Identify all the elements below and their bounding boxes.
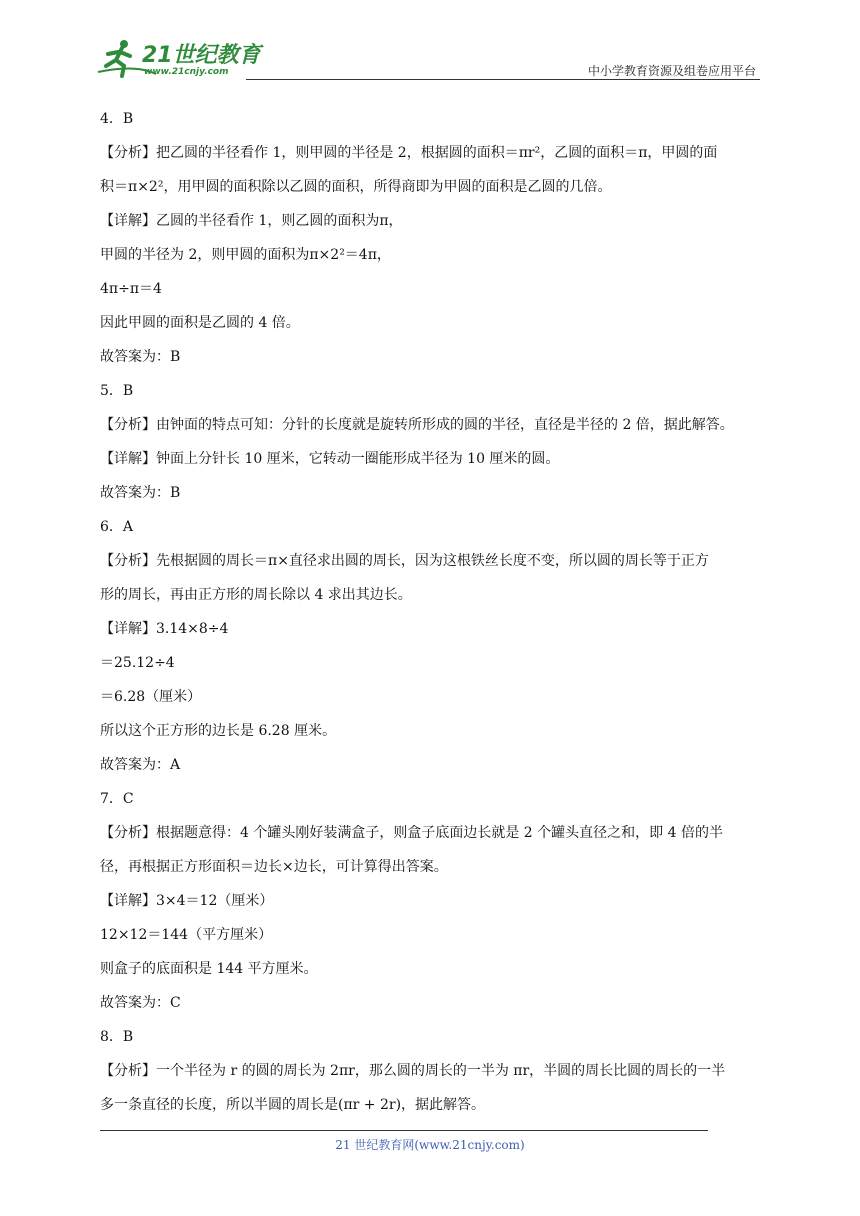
- detail-line: 【详解】钟面上分针长 10 厘米，它转动一圈能形成半径为 10 厘米的圆。: [100, 451, 560, 467]
- analysis-line: 多一条直径的长度，所以半圆的周长是(πr + 2r)，据此解答。: [100, 1097, 486, 1113]
- analysis-line: 积＝π×2²，用甲圆的面积除以乙圆的面积，所得商即为甲圆的面积是乙圆的几倍。: [100, 179, 612, 195]
- analysis-line: 【分析】先根据圆的周长＝π×直径求出圆的周长，因为这根铁丝长度不变，所以圆的周长等于正方: [100, 553, 709, 569]
- detail-line: ＝6.28（厘米）: [100, 689, 202, 705]
- analysis-line: 【分析】根据题意得：4 个罐头刚好装满盒子，则盒子底面边长就是 2 个罐头直径之和，即 4 倍的半: [100, 825, 723, 841]
- logo-url: www.21cnjy.com: [144, 67, 229, 77]
- answer-number: 5．B: [100, 383, 134, 399]
- analysis-line: 形的周长，再由正方形的周长除以 4 求出其边长。: [100, 587, 412, 603]
- footer-text: 21 世纪教育网(www.21cnjy.com): [335, 1138, 525, 1152]
- detail-line: ＝25.12÷4: [100, 655, 175, 671]
- detail-line: 甲圆的半径为 2，则甲圆的面积为π×2²＝4π，: [100, 247, 391, 263]
- detail-line: 12×12＝144（平方厘米）: [100, 927, 273, 943]
- answer-number: 4．B: [100, 111, 134, 127]
- answer-number: 6．A: [100, 519, 134, 535]
- header-platform-text: 中小学教育资源及组卷应用平台: [587, 64, 756, 78]
- logo-21cnjy: [96, 36, 266, 78]
- analysis-line: 径，再根据正方形面积＝边长×边长，可计算得出答案。: [100, 859, 448, 875]
- analysis-line: 【分析】由钟面的特点可知：分针的长度就是旋转所形成的圆的半径，直径是半径的 2 倍，据此解答。: [100, 417, 734, 433]
- answer-number: 8．B: [100, 1029, 134, 1045]
- final-answer: 故答案为：B: [100, 349, 181, 365]
- analysis-line: 【分析】把乙圆的半径看作 1，则甲圆的半径是 2，根据圆的面积＝πr²，乙圆的面积＝π，甲圆的面: [100, 145, 718, 161]
- analysis-line: 【分析】一个半径为 r 的圆的周长为 2πr，那么圆的周长的一半为 πr，半圆的周长比圆的周长的一半: [100, 1063, 726, 1079]
- detail-line: 【详解】乙圆的半径看作 1，则乙圆的面积为π，: [100, 213, 403, 229]
- detail-line: 则盒子的底面积是 144 平方厘米。: [100, 961, 318, 977]
- detail-line: 4π÷π＝4: [100, 281, 162, 297]
- detail-line: 因此甲圆的面积是乙圆的 4 倍。: [100, 315, 300, 331]
- final-answer: 故答案为：B: [100, 485, 181, 501]
- answer-number: 7．C: [100, 791, 134, 807]
- logo-text: 21世纪教育: [142, 43, 261, 68]
- header-divider: [246, 79, 760, 80]
- final-answer: 故答案为：C: [100, 995, 181, 1011]
- detail-line: 所以这个正方形的边长是 6.28 厘米。: [100, 723, 337, 739]
- footer-divider: [100, 1130, 708, 1131]
- page-header: [96, 36, 760, 80]
- detail-line: 【详解】3×4＝12（厘米）: [100, 893, 274, 909]
- final-answer: 故答案为：A: [100, 757, 181, 773]
- answer-content: [100, 102, 768, 1122]
- detail-line: 【详解】3.14×8÷4: [100, 621, 229, 637]
